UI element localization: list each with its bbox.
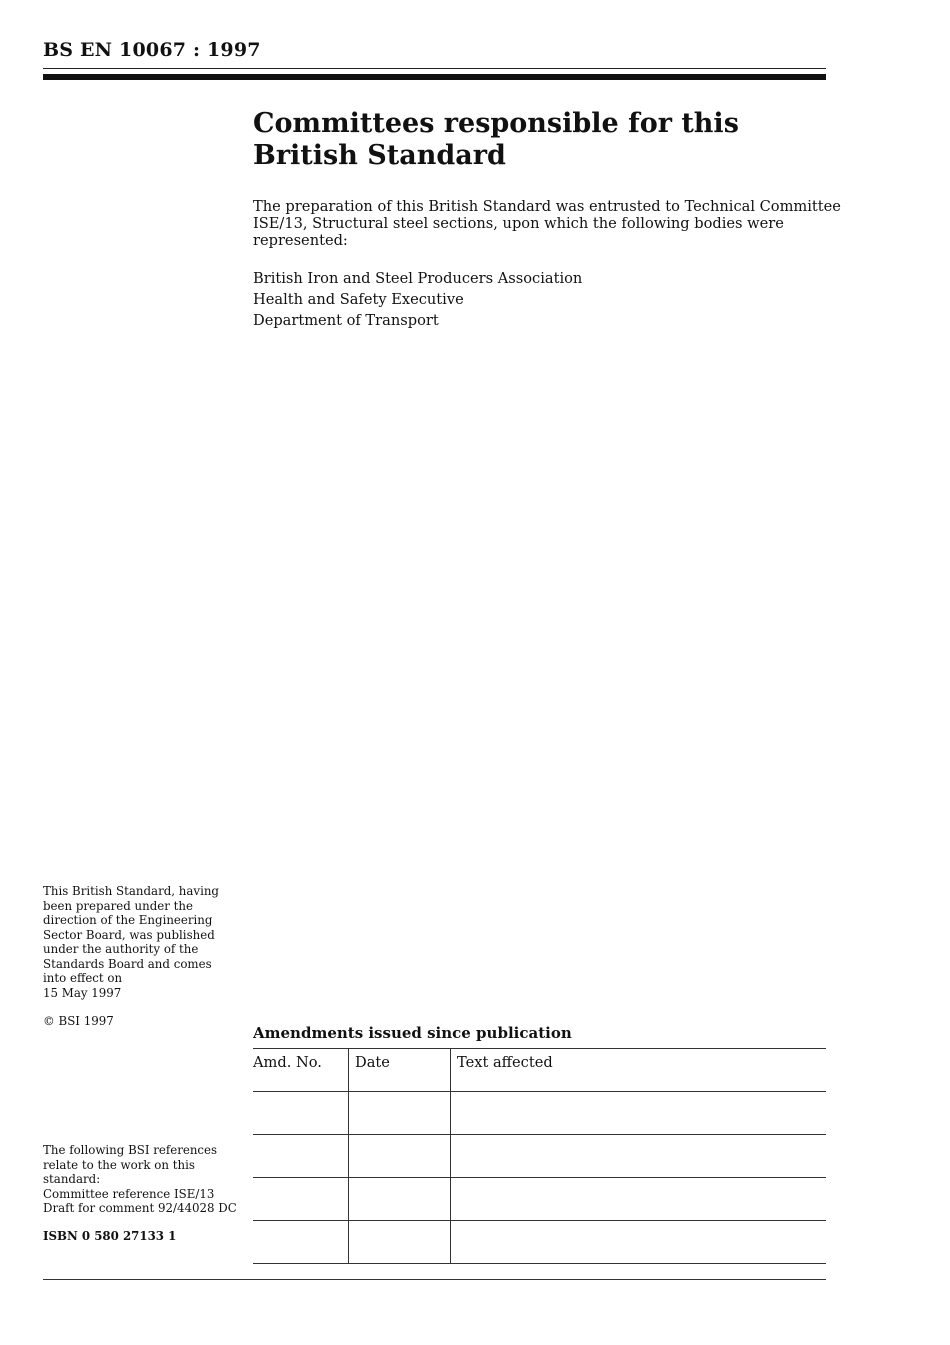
references-intro: The following BSI references relate to the work on this standard: <box>43 1143 218 1186</box>
copyright: © BSI 1997 <box>43 1014 114 1028</box>
table-row <box>253 1092 826 1135</box>
table-row <box>253 1221 826 1264</box>
committee-reference: Committee reference ISE/13 <box>43 1186 215 1201</box>
intro-paragraph: The preparation of this British Standard was entrusted to Technical Committee ISE/13, Structural steel sections, upon which the following bodies were represented: <box>253 198 841 249</box>
header-rule-thin <box>43 68 826 69</box>
page-title-line-1: Committees responsible for this <box>253 108 739 139</box>
column-header-date: Date <box>349 1049 451 1092</box>
document-id: BS EN 10067 : 1997 <box>43 39 261 61</box>
column-header-amd-no: Amd. No. <box>253 1049 349 1092</box>
amendments-heading: Amendments issued since publication <box>253 1024 572 1042</box>
draft-reference: Draft for comment 92/44028 DC <box>43 1201 237 1215</box>
table-row <box>253 1178 826 1221</box>
effective-date: 15 May 1997 <box>43 985 122 1000</box>
represented-bodies-list <box>253 268 582 331</box>
header-rule-thick <box>43 74 826 80</box>
footer-rule <box>43 1279 826 1280</box>
list-item: British Iron and Steel Producers Association <box>253 270 583 287</box>
bsi-references <box>43 1143 243 1216</box>
publication-note <box>43 884 238 1000</box>
page-title <box>253 108 813 172</box>
amendments-table <box>253 1048 826 1264</box>
table-header-row <box>253 1049 826 1092</box>
list-item: Department of Transport <box>253 312 439 329</box>
table-row <box>253 1135 826 1178</box>
page-title-line-2: British Standard <box>253 140 506 171</box>
publication-note-text: This British Standard, having been prepared under the direction of the Engineering Sector Board, was published under the authority of the Standards Board and comes into effect on <box>43 884 219 985</box>
isbn: ISBN 0 580 27133 1 <box>43 1229 177 1243</box>
list-item: Health and Safety Executive <box>253 291 464 308</box>
column-header-text-affected: Text affected <box>451 1049 827 1092</box>
